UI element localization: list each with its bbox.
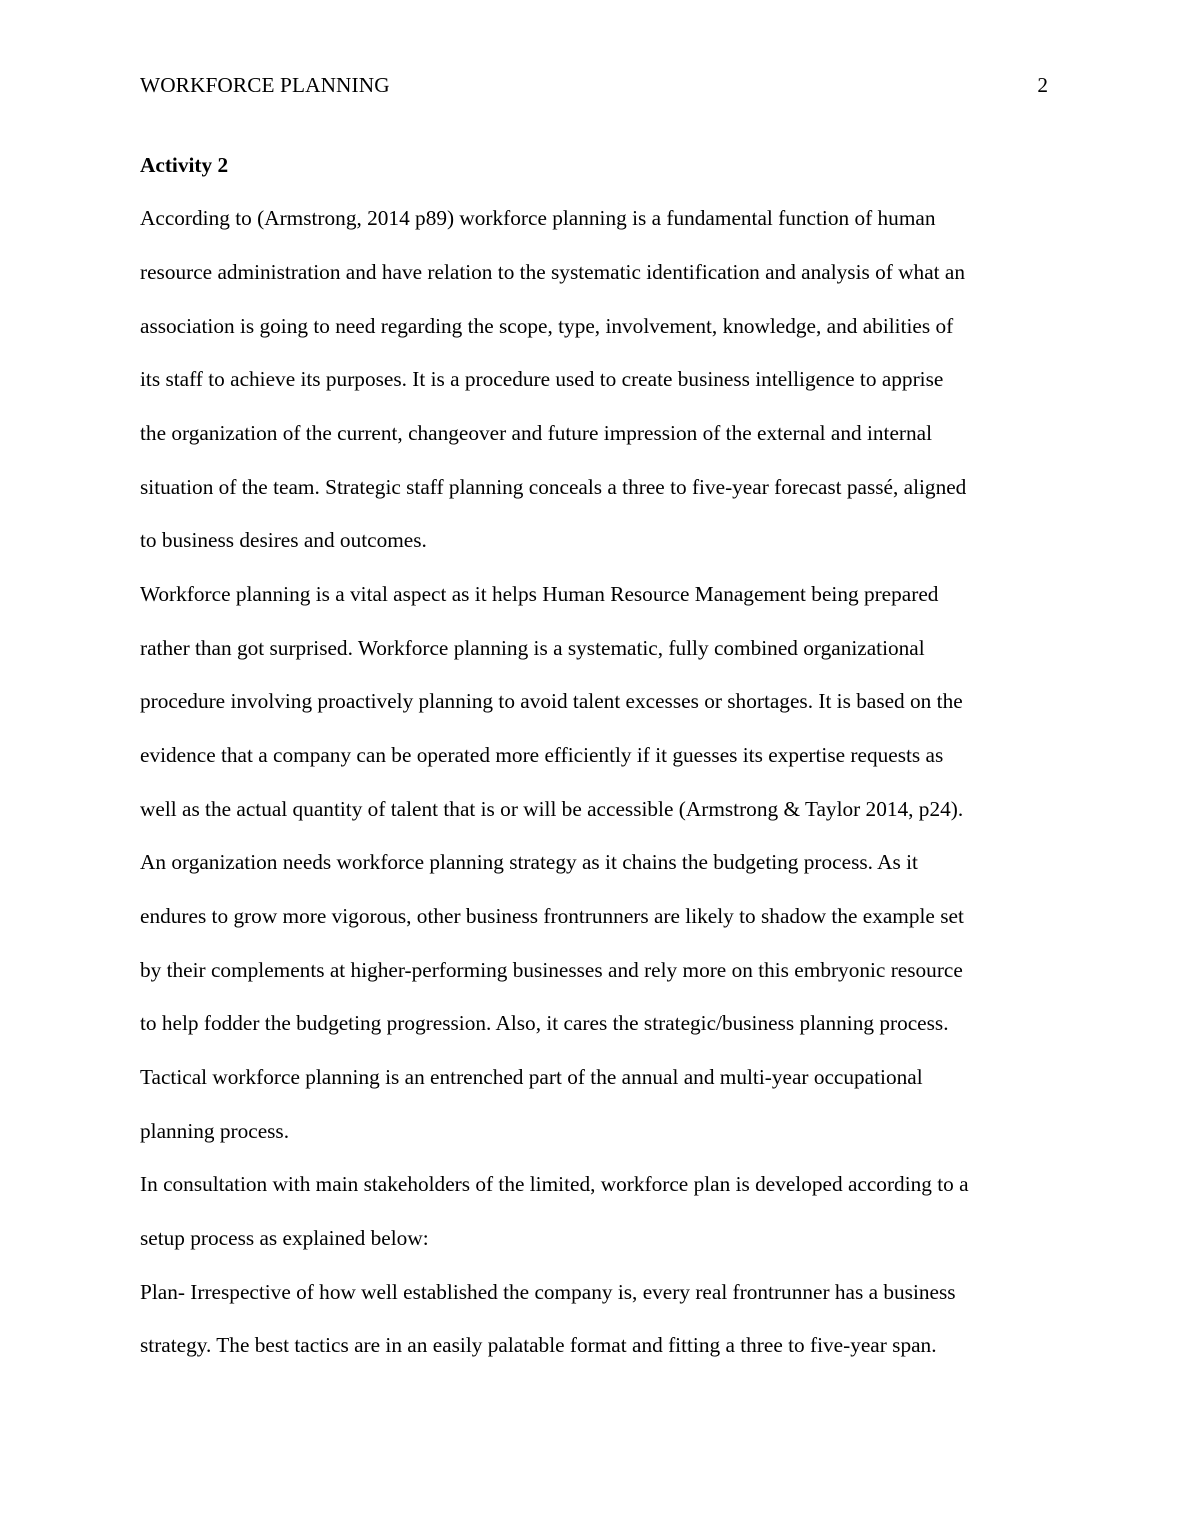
body-line: According to (Armstrong, 2014 p89) workforce planning is a fundamental function of human bbox=[140, 206, 936, 230]
body-line: by their complements at higher-performing businesses and rely more on this embryonic resource bbox=[140, 958, 963, 982]
body-line: An organization needs workforce planning strategy as it chains the budgeting process. As it bbox=[140, 850, 918, 874]
body-line: association is going to need regarding the scope, type, involvement, knowledge, and abilities of bbox=[140, 314, 954, 338]
body-line: Plan- Irrespective of how well established the company is, every real frontrunner has a business bbox=[140, 1280, 956, 1304]
running-head-title: WORKFORCE PLANNING bbox=[140, 73, 390, 97]
body-line: well as the actual quantity of talent that is or will be accessible (Armstrong & Taylor 2014, p24). bbox=[140, 797, 964, 821]
body-line: situation of the team. Strategic staff planning conceals a three to five-year forecast passé, aligned bbox=[140, 475, 967, 499]
body-line: Workforce planning is a vital aspect as it helps Human Resource Management being prepared bbox=[140, 582, 939, 606]
body-line: setup process as explained below: bbox=[140, 1226, 429, 1250]
section-heading: Activity 2 bbox=[140, 153, 229, 177]
body-line: procedure involving proactively planning to avoid talent excesses or shortages. It is based on the bbox=[140, 689, 963, 713]
body-line: planning process. bbox=[140, 1119, 290, 1143]
body-line: rather than got surprised. Workforce planning is a systematic, fully combined organizational bbox=[140, 636, 925, 660]
body-line: evidence that a company can be operated more efficiently if it guesses its expertise requests as bbox=[140, 743, 944, 767]
running-head bbox=[140, 70, 1048, 100]
body-line: to help fodder the budgeting progression. Also, it cares the strategic/business planning process. bbox=[140, 1011, 949, 1035]
body-line: Tactical workforce planning is an entrenched part of the annual and multi-year occupational bbox=[140, 1065, 923, 1089]
body-line: strategy. The best tactics are in an easily palatable format and fitting a three to five-year span. bbox=[140, 1333, 937, 1357]
body-line: In consultation with main stakeholders of the limited, workforce plan is developed according to a bbox=[140, 1172, 969, 1196]
body-line: to business desires and outcomes. bbox=[140, 528, 427, 552]
body-line: endures to grow more vigorous, other business frontrunners are likely to shadow the example set bbox=[140, 904, 964, 928]
body-line: resource administration and have relation to the systematic identification and analysis of what an bbox=[140, 260, 965, 284]
body-line: the organization of the current, changeover and future impression of the external and internal bbox=[140, 421, 933, 445]
page-number: 2 bbox=[1037, 73, 1048, 97]
body-line: its staff to achieve its purposes. It is a procedure used to create business intelligence to apprise bbox=[140, 367, 944, 391]
